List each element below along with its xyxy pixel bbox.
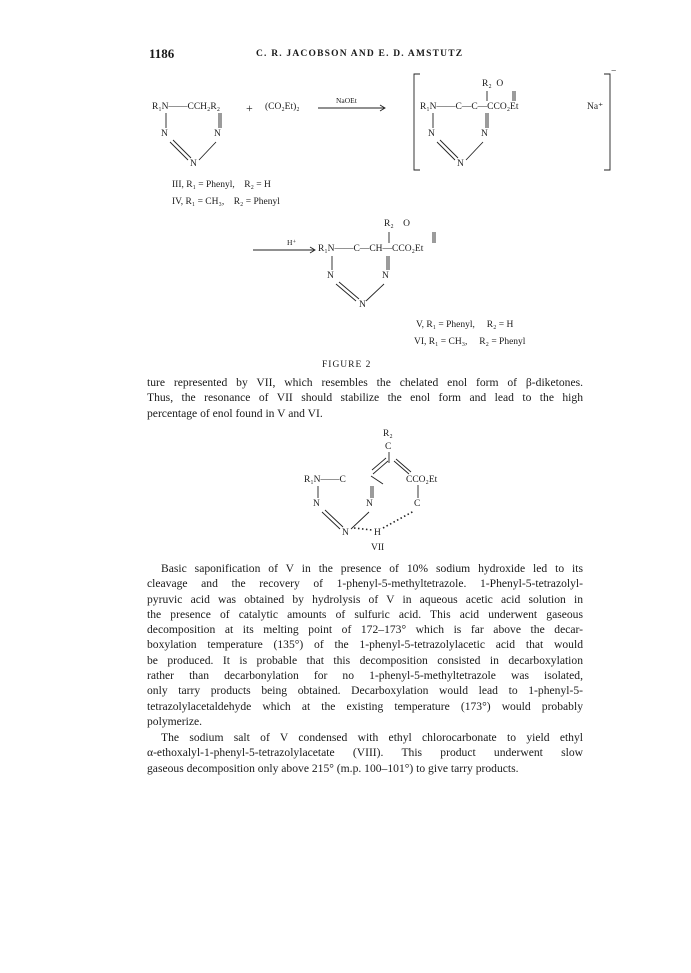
condition-naoet: NaOEt — [336, 96, 357, 105]
vii-ring-n3: N — [342, 528, 349, 538]
text-line: α-ethoxalyl-1-phenyl-5-tetrazolylacetate (VIII). This product underwent slow — [147, 746, 583, 760]
vii-ring-n2: N — [366, 499, 373, 509]
product-ring-n3: N — [359, 300, 366, 310]
text-line: percentage of enol found in V and VI. — [147, 406, 323, 420]
text-line: polymerize. — [147, 714, 203, 728]
label-compound-vi: VI, R₁ = CH₃, R₂ = Phenyl — [414, 337, 526, 347]
intermediate-formula: R₁N——C—C—CCO₂Et — [420, 102, 519, 112]
counterion: Na⁺ — [587, 102, 604, 112]
page-number: 1186 — [149, 46, 175, 61]
product-top: R₂ O — [384, 219, 411, 229]
reactant-ring-n2: N — [214, 129, 221, 139]
vii-c-top: C — [385, 442, 392, 452]
text-line: Thus, the resonance of VII should stabilize the enol form and lead to the high — [147, 391, 583, 405]
text-line: The sodium salt of V condensed with ethyl chlorocarbonate to yield ethyl — [161, 731, 583, 744]
text-line: decomposition at its melting point of 172–173° which is far above the decar- — [147, 623, 583, 637]
vii-h: H — [374, 528, 381, 538]
reagent-formula: (CO₂Et)₂ — [265, 102, 300, 112]
intermediate-ring-n3: N — [457, 159, 464, 169]
product-ring-n1: N — [327, 271, 334, 281]
label-compound-iii: III, R₁ = Phenyl, R₂ = H — [172, 180, 271, 190]
vii-right: CCO₂Et — [406, 475, 438, 485]
vii-label: VII — [371, 543, 385, 553]
figure-caption: FIGURE 2 — [322, 360, 372, 370]
text-line: cleavage and the recovery of 1-phenyl-5-methyltetrazole. 1-Phenyl-5-tetrazolyl- — [147, 577, 583, 591]
paragraph-3 — [147, 730, 583, 776]
vii-ring-n1: N — [313, 499, 320, 509]
label-compound-v: V, R₁ = Phenyl, R₂ = H — [416, 320, 514, 330]
intermediate-ring-n1: N — [428, 129, 435, 139]
reactant-ring-n1: N — [161, 129, 168, 139]
text-line: pyruvic acid was obtained by hydrolysis of V in aqueous acetic acid solution in — [147, 592, 583, 606]
text-line: gaseous decomposition only above 215° (m.p. 100–101°) to give tarry products. — [147, 761, 519, 775]
product-ring-n2: N — [382, 271, 389, 281]
text-line: rather than decarbonylation for no 1-phenyl-5-methyltetrazole was isolated, — [147, 669, 583, 683]
text-line: only tarry products being obtained. Decarboxylation would lead to 1-phenyl-5- — [147, 684, 583, 698]
text-line: tetrazolylacetaldehyde which at the existing temperature (173°) would probably — [147, 699, 583, 713]
label-compound-iv: IV, R₁ = CH₃, R₂ = Phenyl — [172, 197, 280, 207]
anion-charge: − — [611, 67, 617, 77]
condition-h-plus: H⁺ — [287, 238, 297, 247]
text-line: the presence of catalytic amounts of sulfuric acid. This acid underwent gaseous — [147, 607, 583, 621]
text-line: be produced. It is probable that this decomposition consisted in decarboxylation — [147, 653, 583, 667]
text-line: Basic saponification of V in the presence of 10% sodium hydroxide led to its — [161, 562, 583, 575]
vii-left: R₁N——C — [304, 475, 346, 485]
text-line: boxylation temperature (135°) of the 1-phenyl-5-tetrazolylacetic acid that would — [147, 638, 583, 652]
vii-c-right: C — [414, 499, 421, 509]
intermediate-ring-n2: N — [481, 129, 488, 139]
vii-r2: R₂ — [383, 429, 393, 439]
running-title: C. R. JACOBSON AND E. D. AMSTUTZ — [256, 49, 464, 59]
reactant-ring-n3: N — [190, 159, 197, 169]
plus-sign: + — [246, 101, 253, 115]
paragraph-2 — [147, 561, 583, 729]
intermediate-top: R₂ O — [482, 79, 504, 89]
reactant-formula: R₁N——CCH₂R₂ — [152, 102, 221, 112]
text-line: ture represented by VII, which resembles the chelated enol form of β-diketones. — [147, 376, 583, 389]
product-formula: R₁N——C—CH—CCO₂Et — [318, 244, 424, 254]
